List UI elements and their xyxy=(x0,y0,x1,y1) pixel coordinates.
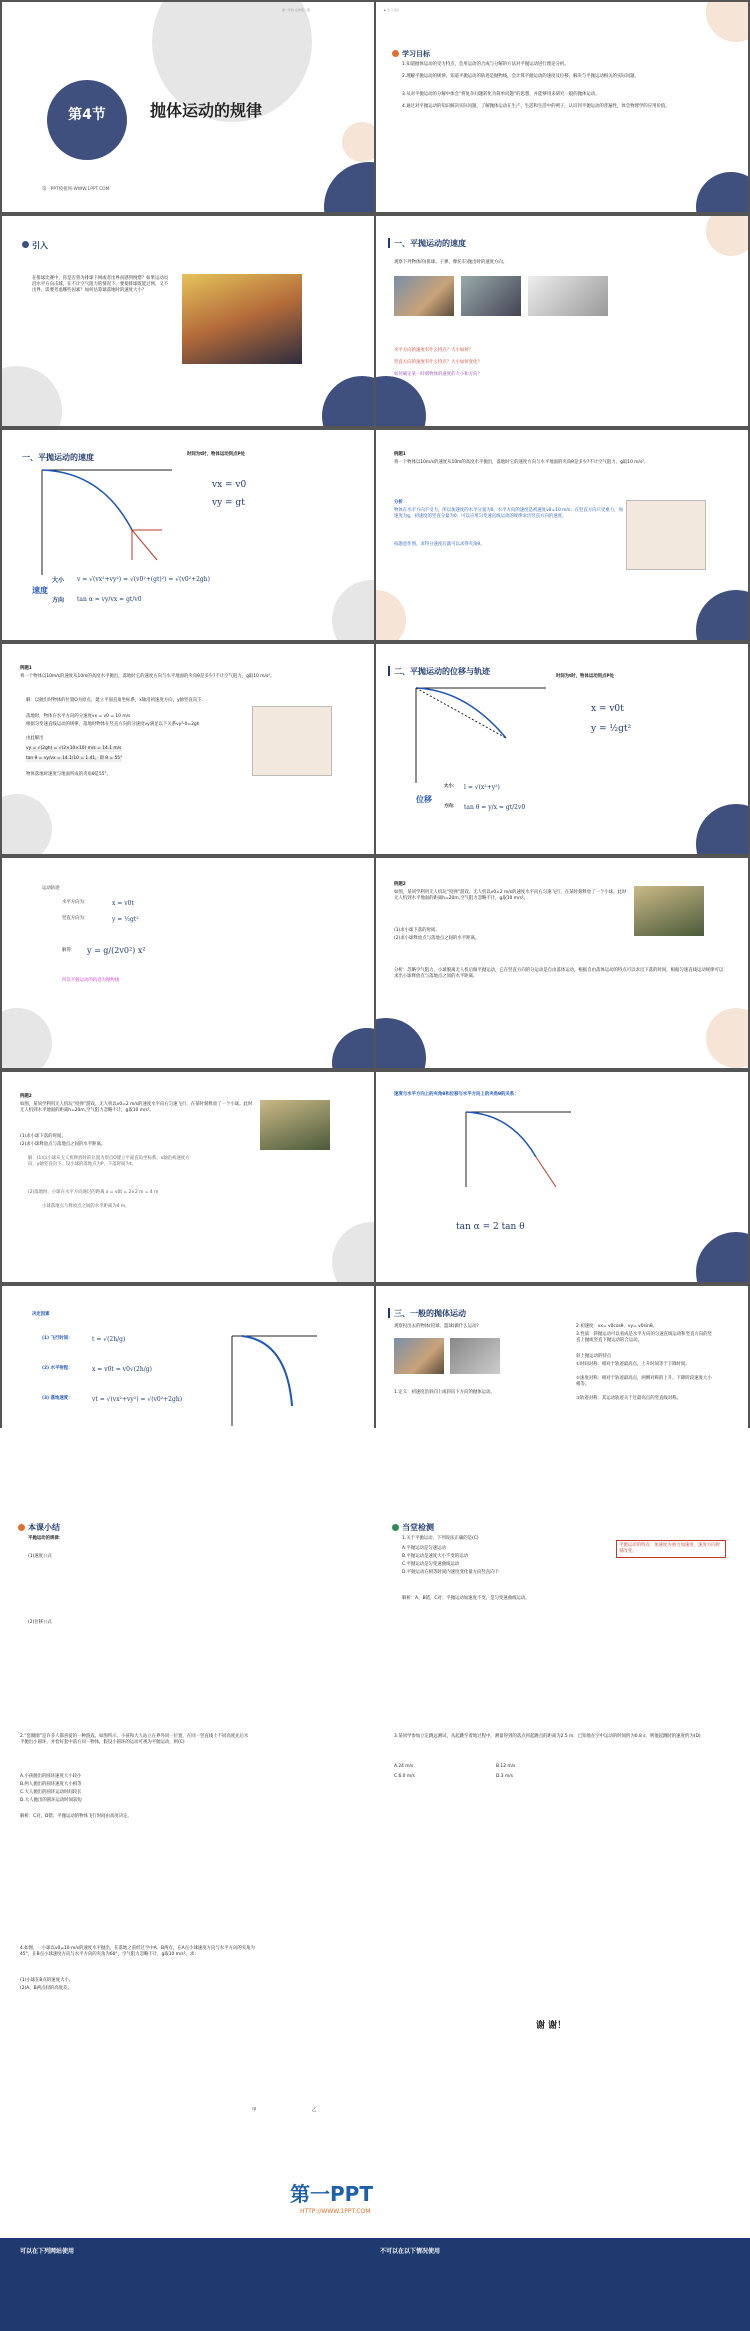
formula-speed: v = √(vx²+vy²) = √(v0²+(gt)²) = √(v0²+2gh) xyxy=(77,576,210,583)
formula-y: y = ½gt² xyxy=(112,916,139,923)
velocity-diagram xyxy=(32,460,182,580)
formula-x: x = v0t xyxy=(112,900,134,907)
displacement-diagram xyxy=(406,678,556,788)
thanks-text: 谢 谢！ xyxy=(536,2021,567,2031)
quiz-question: 4.如图，一小球以v0=10 m/s的速度水平抛出，在落地之前经过空中A、B两点，在A点小球速度方向与水平方向的夹角为45°，在B点小球速度方向与水平方向的夹角为60°，空气阻力忽略不计，g取10 m/s²，求： xyxy=(20,1946,255,1957)
displacement-formula-label: (2)位移公式 xyxy=(28,1620,52,1625)
direction-label: 方向： xyxy=(444,804,458,809)
decor-circle xyxy=(2,366,62,426)
direction-label: 方向 xyxy=(52,597,65,604)
basketball-photo xyxy=(450,1338,500,1374)
option-b: B.两人抛出的圆环速度大小相等 xyxy=(20,1782,82,1787)
bullet-photo xyxy=(461,276,521,316)
answer-text: 解析：A、B错，C对；平抛运动加速度不变，是匀变速曲线运动。 xyxy=(402,1596,530,1601)
option-d: D.平抛运动在相等时间内速度变化量方向竖直向下 xyxy=(402,1570,499,1575)
goal-4: 4.通过对平抛运动的知识解决实际问题，了解抛体运动在生产、生活和生活中的例子，认识到平抛运动的普遍性，体会物理学的应用价值。 xyxy=(402,104,670,109)
option-c: C.6.0 m/s xyxy=(394,1774,415,1779)
conclusion-text: 所以平抛运动的轨迹为抛物线 xyxy=(62,978,120,983)
option-d: D.3 m/s xyxy=(496,1774,514,1779)
slide-velocity-intro xyxy=(376,216,748,426)
definition-text: 1.定义：初速度沿斜向上或斜向下方向的抛体运动。 xyxy=(394,1390,495,1395)
quiz-question: 2.“套圈圈”是许多人都喜爱的一种游戏。如图所示，小孩和大人站立在界外同一位置，在同一竖直线上不同高度先后水平抛出小圆环，并恰好套中前方同一物体，假设小圆环的运动可视为平抛运动，则(C) xyxy=(20,1734,249,1745)
solution-line: 由此解出 xyxy=(26,736,44,741)
slide-thanks xyxy=(376,1928,748,2138)
goal-2: 2.理解平抛运动的规律，知道平抛运动的轨迹是抛物线，会计算平抛运动的速度及位移，解决与平抛运动相关的实际问题。 xyxy=(402,74,639,79)
slide-trajectory xyxy=(2,858,374,1068)
angle-diagram xyxy=(456,1102,576,1192)
part-2: (2)A、B两点间的高度差。 xyxy=(20,1986,72,1991)
formula-time: t = √(2h/g) xyxy=(92,1336,126,1343)
decor-circle xyxy=(332,1222,374,1282)
formula-tan-theta: tan θ = y/x = gt/2v0 xyxy=(464,804,526,811)
quiz-question: 3.某同学参加立定跳远测试，从起跳至着地过程中，测量得到的落点到起跳点的距离为2.5 m，已知他在空中运动的时间约为0.8 s，则他起跳时的速度约为(D) xyxy=(394,1734,701,1739)
option-b: B.平抛运动是速度大小不变的运动 xyxy=(402,1554,468,1559)
summary-subtitle: 平抛运动的规律： xyxy=(28,1536,64,1541)
decor-circle xyxy=(324,162,374,212)
size-label: 大小： xyxy=(444,784,458,789)
slide-quiz4 xyxy=(2,1928,374,2138)
note-text: 时间为t时，物体运动到点P处 xyxy=(556,674,615,679)
slide-example1-solution xyxy=(2,644,374,854)
volleyball-photo xyxy=(182,274,302,364)
decor-circle xyxy=(376,1018,426,1068)
link-panel xyxy=(0,2238,750,2331)
question-2: (2)求小球释放点与落地点之间的水平距离。 xyxy=(20,1142,106,1147)
answer-text: 小球落地点与释放点之间的水平距离为4 m。 xyxy=(42,1204,130,1209)
question-2: 竖直方向的速度有什么特点？大小如何变化？ xyxy=(394,360,482,365)
ppt-url: HTTP://WWW.1PPT.COM xyxy=(300,2208,371,2215)
example-text: 将一个物体以10m/s的速度从10m的高度水平抛出，落地时它的速度方向与水平地面的夹角θ是多少?不计空气阻力，g取10 m/s²。 xyxy=(20,674,275,679)
drone-photo xyxy=(634,886,704,936)
section-title: 本课小结 xyxy=(28,1523,60,1532)
slide-summary xyxy=(2,1500,374,1710)
shot-put-photo xyxy=(394,1338,444,1374)
formula-vy: vy = gt xyxy=(212,498,245,508)
intro-text: 观察下列物体的(排球、子弹、摩托车)抛出时的速度方向。 xyxy=(394,260,508,265)
slide-quiz2 xyxy=(2,1714,374,1924)
decor-circle xyxy=(376,376,426,426)
decor-circle xyxy=(322,376,374,426)
formula-trajectory: y = g/(2v0²) x² xyxy=(87,946,146,955)
solution-text: (2)落地时，小球在水平方向通过的距离 x = v0t = 2×2 m = 4 m xyxy=(28,1190,159,1195)
bullet-icon xyxy=(18,1524,25,1531)
relation-title: 速度与水平方向上的夹角θ和位移与水平方向上的夹角θ的关系： xyxy=(394,1092,519,1097)
part-1: (1)小球在B点的速度大小。 xyxy=(20,1978,74,1983)
solution-text: 解：(1)以小球从无人机释放时的位置为原点O建立平面直角坐标系，x轴沿初速度方向，y轴竖直向下。设小球的落地点为P，下落时间为t。 xyxy=(28,1156,190,1167)
rule-text: 2.初速度：vx= v0cosθ，vy= v0sinθ。 xyxy=(576,1324,657,1329)
intro-text: 在排球比赛中，你是否曾为排球下网或者出界而感到惋惜？如果运动员沿水平方向击球，在不计空气阻力的情况下，要使排球既能过网，又不出界，需要考虑哪些因素？如何估算球落地时的速度大小？ xyxy=(32,276,169,293)
answer-text: 解析：C对，D错；平抛运动的物体飞行时间由高度决定。 xyxy=(20,1814,132,1819)
decor-circle xyxy=(696,804,748,854)
slide-quiz1 xyxy=(376,1500,748,1710)
formula-range: x = v0t = v0√(2h/g) xyxy=(92,1366,152,1373)
option-a: A.24 m/s xyxy=(394,1764,414,1769)
option-b: B.12 m/s xyxy=(496,1764,516,1769)
title-bar xyxy=(388,238,390,248)
intro-text: 观察投出去的物体(铅球、篮球)做什么运动? xyxy=(394,1324,479,1329)
slide-example1-analysis xyxy=(376,430,748,640)
slide-header: 第一学校 必修第二册 xyxy=(282,8,310,12)
displacement-label: 位移 xyxy=(416,795,432,804)
decor-circle xyxy=(706,216,748,256)
rule-text: ①时间对称：相对于轨迹最高点，上升时间等于下降时间。 xyxy=(576,1362,690,1367)
note-text: 时间为t时，物体运动到点P处 xyxy=(187,452,246,457)
section-title: 三、一般的抛体运动 xyxy=(394,1309,466,1318)
bullet-icon xyxy=(392,1524,399,1531)
formula-relation: tan α = 2 tan θ xyxy=(456,1222,525,1232)
ball-photo xyxy=(394,276,454,316)
example-text: 如图，某同学利用无人机玩“投弹”游戏。无人机以v0=2 m/s的速度水平向右匀速飞行，在某时刻释放了一个小球。此时无人机到水平地面的距离h=20m,空气阻力忽略不计，g取10 m/s²。 xyxy=(20,1102,253,1113)
question-1: (1)求小球下落的时间。 xyxy=(394,928,440,933)
formula-l: l = √(x²+y²) xyxy=(464,784,500,791)
note-text: 按题意作图，求得分速度后就可以求得夹角θ。 xyxy=(394,542,485,547)
horizontal-label: 水平方向为： xyxy=(62,900,89,905)
question-3: 如何确定某一时刻物体的速度的大小和方向？ xyxy=(394,372,482,377)
example-text: 将一个物体以10m/s的速度从10m的高度水平抛出，落地时它的速度方向与水平地面的夹角θ是多少?不计空气阻力，g取10 m/s²。 xyxy=(394,460,649,465)
option-d: D.大人抛出的圆环运动时间较短 xyxy=(20,1798,82,1803)
solution-line: vy = √(2gh) = √(2×10×10) m/s = 14.1 m/s xyxy=(26,746,122,751)
chapter-tag: 第4节 xyxy=(68,107,106,123)
decor-circle xyxy=(332,580,374,640)
footer-area xyxy=(0,1428,750,2331)
decor-circle xyxy=(706,1008,748,1068)
decor-circle xyxy=(696,172,748,212)
factor-range: (2) 水平射程： xyxy=(42,1366,73,1371)
solution-line: 落地时，物体在水平方向的分速度vx = v0 = 10 m/s xyxy=(26,714,131,719)
option-c: C.大人抛出的圆环运动时间较长 xyxy=(20,1790,82,1795)
example-diagram xyxy=(626,500,706,570)
footer-text: 第一PPT模板网-WWW.1PPT.COM xyxy=(42,187,110,192)
section-title: 引入 xyxy=(32,241,48,250)
option-c: C.平抛运动是匀变速曲线运动 xyxy=(402,1562,460,1567)
trajectory-diagram xyxy=(222,1326,322,1436)
slide-angle-relation xyxy=(376,1072,748,1282)
slide-title-text: 抛体运动的规律 xyxy=(150,101,263,120)
solution-line: 根据匀变速直线运动的规律，落地时物体在竖直方向的分速度vy满足以下关系vy²-0=2gh xyxy=(26,722,200,727)
analysis-text: 物体在水平方向不受力，所以加速度的水平分量为0，水平方向的速度是初速度v0=10 m/s；在竖直方向只受重力，加速度为g，初速度的竖直分量为0，可以应用匀变速直线运动的规律求出竖直方向的速度。 xyxy=(394,508,623,519)
decor-circle xyxy=(376,590,406,640)
example-label: 例题2 xyxy=(20,1094,32,1099)
formula-speed: vt = √(vx²+vy²) = √(v0²+2gh) xyxy=(92,1396,183,1403)
rule-text: 斜上抛运动的特点 xyxy=(576,1354,612,1359)
section-title: 当堂检测 xyxy=(402,1523,434,1532)
title-bar xyxy=(388,1308,390,1318)
usage-allowed-title: 可以在下列网站使用 xyxy=(20,2248,75,2255)
decor-circle xyxy=(2,1008,52,1068)
answer-text: 物体落地时速度与地面所成的夹角θ是55°。 xyxy=(26,772,112,777)
formula-y: y = ½gt² xyxy=(591,724,632,734)
formula-tan: tan α = vy/vx = gt/v0 xyxy=(77,596,142,603)
note-box: 平抛运动的特点：加速度为重力加速度，速度方向时刻改变。 xyxy=(616,1540,726,1558)
usage-forbidden-title: 不可以在以下情况使用 xyxy=(380,2248,441,2255)
option-a: A.小孩抛出的圆环速度大小较小 xyxy=(20,1774,82,1779)
figure-label-a: 甲 xyxy=(252,2108,257,2113)
goal-3: 3.从对平抛运动的分解中体会“将复杂问题转化为简单问题”的思想，并能够用来研究一般的抛体运动。 xyxy=(402,92,600,97)
quiz-question: 1.关于平抛运动，下列说法正确的是(C) xyxy=(402,1536,479,1541)
example-label: 例题1 xyxy=(20,666,32,671)
slide-example2-analysis xyxy=(376,858,748,1068)
slide-title xyxy=(2,2,374,212)
question-2: (2)求小球释放点与落地点之间的水平距离。 xyxy=(394,936,480,941)
factor-speed: (3) 落地速度： xyxy=(42,1396,73,1401)
trajectory-label: 运动轨迹 xyxy=(42,886,60,891)
factor-time: (1) 飞行时间： xyxy=(42,1336,73,1341)
formula-x: x = v0t xyxy=(591,704,624,714)
factors-title: 决定因素 xyxy=(32,1312,50,1317)
slide-header: ▶ 学习目标 xyxy=(384,8,400,12)
analysis-label: 分析 xyxy=(394,500,403,505)
decor-circle xyxy=(342,122,374,162)
section-title: 一、平抛运动的速度 xyxy=(22,453,94,462)
velocity-formula-label: (1)速度公式 xyxy=(28,1554,52,1559)
motorcycle-photo xyxy=(528,276,608,316)
example-label: 例题1 xyxy=(394,452,406,457)
vertical-label: 竖直方向为： xyxy=(62,916,89,921)
slide-intro xyxy=(2,216,374,426)
decor-circle xyxy=(2,794,52,854)
question-1: 水平方向的速度有什么特点？大小如何？ xyxy=(394,348,474,353)
solution-text: 解：以抛出时物体的位置O为原点，建立平面直角坐标系，x轴沿初速度方向，y轴竖直向下。 xyxy=(26,698,206,703)
decor-circle xyxy=(696,590,748,640)
goals-title: 学习目标 xyxy=(402,50,430,58)
size-label: 大小 xyxy=(52,577,65,584)
bullet-icon xyxy=(392,50,399,57)
drone-photo xyxy=(260,1100,330,1150)
slide-velocity xyxy=(2,430,374,640)
ppt-logo: 第一PPT xyxy=(290,2182,373,2206)
section-title: 二、平抛运动的位移与轨迹 xyxy=(394,667,490,676)
rule-text: 3.性质：斜抛运动可以看成是水平方向的匀速直线运动和竖直方向的竖直上抛或竖直下抛运动的合运动。 xyxy=(576,1332,712,1343)
rule-text: ③轨迹对称：其运动轨迹关于过最高点的竖直线对称。 xyxy=(576,1396,681,1401)
section-title: 一、平抛运动的速度 xyxy=(394,239,466,248)
ppt-ad-area xyxy=(0,2148,750,2331)
decor-circle xyxy=(332,1028,374,1068)
question-1: (1)求小球下落的时间。 xyxy=(20,1134,66,1139)
decor-circle xyxy=(706,2,748,42)
decor-circle xyxy=(696,1232,748,1282)
option-a: A.平抛运动是匀速运动 xyxy=(402,1546,446,1551)
slide-quiz3 xyxy=(376,1714,748,1924)
analysis-text: 分析：忽略空气阻力，小球脱离无人机后做平抛运动，它在竖直方向的分运动是自由落体运动，根据自由落体运动的特点可以求出下落的时间，根据匀速直线运动规律可以求出小球释放点与落地点之间的水平距离。 xyxy=(394,968,724,979)
rule-text: ②速度对称：相对于轨迹最高点，两侧对称的上升、下降阶段速度大小相等。 xyxy=(576,1376,712,1387)
goal-1: 1.知道抛体运动的受力特点，会用运动的合成与分解的方法对平抛运动进行理论分析。 xyxy=(402,62,569,67)
title-bar xyxy=(388,666,390,676)
example-label: 例题2 xyxy=(394,882,406,887)
slide-example2-solution xyxy=(2,1072,374,1282)
solution-line: tan θ = vy/vx = 14.1/10 = 1.41，即 θ = 55° xyxy=(26,756,123,761)
example-text: 如图，某同学利用无人机玩“投弹”游戏。无人机以v0=2 m/s的速度水平向右匀速飞行，在某时刻释放了一个小球。此时无人机到水平地面的距离h=20m,空气阻力忽略不计，g取10 m/s²。 xyxy=(394,890,627,901)
speed-label: 速度 xyxy=(32,586,48,595)
bullet-icon xyxy=(22,241,29,248)
slide-goals xyxy=(376,2,748,212)
figure-label-b: 乙 xyxy=(312,2108,317,2113)
formula-vx: vx = v0 xyxy=(212,480,247,490)
slide-displacement xyxy=(376,644,748,854)
solve-label: 解得： xyxy=(62,948,76,953)
example-diagram xyxy=(252,706,332,776)
